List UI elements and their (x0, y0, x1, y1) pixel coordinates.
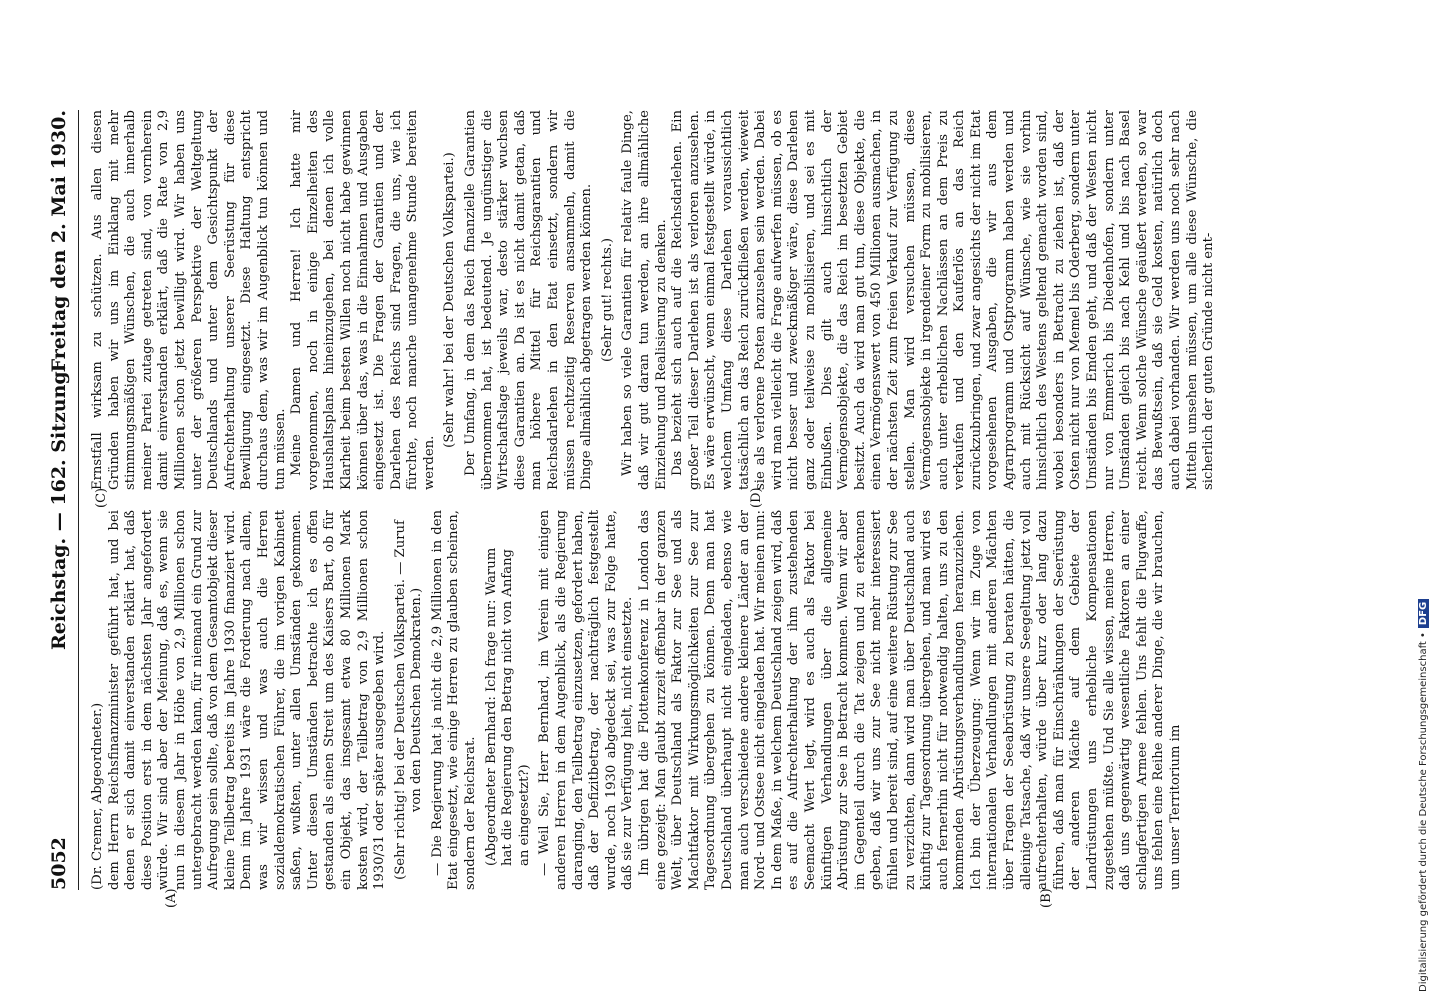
credit-text: Digitalisierung gefördert durch die Deutsche Forschungsgemeinschaft • (1418, 632, 1429, 992)
page-header (44, 110, 79, 890)
paragraph: (Sehr wahr! bei der Deutschen Volkspartei.) (442, 152, 458, 448)
paragraph: (Sehr richtig! bei der Deutschen Volkspartei. — Zuruf von den Deutschen Demokraten.) (392, 520, 425, 880)
margin-marker-d: (D) (749, 487, 764, 508)
session-date: Freitag den 2. Mai 1930. (48, 110, 70, 373)
paragraph: — Weil Sie, Herr Bernhard, im Verein mit einigen anderen Herren in dem Augenblick, als die Regierung daranging, den Teilbetrag einzusetzen, gefordert haben, daß der Defizitbetrag, der nachträglich festgestellt wurde, noch 1930 abgedeckt sei, was zur Folge hatte, daß sie zur Verfügung hielt, nicht einsetzte. (537, 510, 636, 890)
side-credit (1418, 12, 1432, 992)
paragraph: Wir haben so viele Garantien für relativ faule Dinge, daß wir gut daran tun werden, an ihre allmähliche Einziehung und Realisierung zu denken. (620, 110, 669, 490)
paragraph: Im übrigen hat die Flottenkonferenz in London das eine gezeigt: Man glaubt zurzeit offenbar in der ganzen Welt, über Deutschland als Faktor zur See und als Machtfaktor mit Wirkungsmöglichkeiten zur See zur Tagesordnung übergehen zu können. Denn man hat Deutschland überhaupt nicht eingeladen, ebenso wie man auch verschiedene andere kleinere Länder an der Nord- und Ostsee nicht eingeladen hat. Wir meinen nun: In dem Maße, in welchem Deutschland zeigen wird, daß es auf die Aufrechterhaltung der ihm zustehenden Seemacht Wert legt, wird es auch als Faktor bei künftigen Verhandlungen über die allgemeine Abrüstung zur See in Betracht kommen. Wenn wir aber im Gegenteil durch die Tat zeigen und zu erkennen geben, daß wir uns zur See nicht mehr interessiert fühlen und bereit sind, auf eine weitere Rüstung zur See zu verzichten, dann wird man über Deutschland auch künftig zur Tagesordnung übergehen, und man wird es auch fernerhin nicht für notwendig halten, uns zu den kommenden Abrüstungsverhandlungen heranzuziehen. Ich bin der Überzeugung: Wenn wir im Zuge von internationalen Verhandlungen mit anderen Mächten über Fragen der Seeabrüstung zu beraten hätten, die alleinige Tatsache, daß wir unsere Seegeltung jetzt voll aufrechterhalten, würde über kurz oder lang dazu führen, daß man für Einschränkungen der Seerüstung der anderen Mächte auf dem Gebiete der Landrüstungen uns erhebliche Kompensationen zugestehen müßte. Und Sie alle wissen, meine Herren, daß uns gegenwärtig wesentliche Faktoren an einer schlagfertigen Armee fehlen. Uns fehlt die Flugwaffe, uns fehlen eine Reihe anderer Dinge, die wir brauchen, um unser Territorium im (637, 510, 1183, 890)
dfg-logo: DFG (1418, 599, 1429, 628)
margin-marker-c: (C) (94, 487, 109, 508)
paragraph: Der Umfang, in dem das Reich finanzielle Garantien übernommen hat, ist bedeutend. Je ungünstiger die Wirtschaftslage jeweils war, desto stärker wuchsen diese Garantien an. Da ist es nicht damit getan, daß man höhere Mittel für Reichsgarantien und Reichsdarlehen in den Etat einsetzt, sondern wir müssen rechtzeitig Reserven ansammeln, damit die Dinge allmählich abgetragen werden können. (463, 110, 595, 490)
paragraph: (Abgeordneter Bernhard: Ich frage nur: Warum hat die Regierung den Betrag nicht von Anfang an eingesetzt?) (483, 547, 532, 866)
session-title: Reichstag. — 162. Sitzung. (48, 364, 70, 650)
page-number: 5052 (48, 837, 70, 890)
margin-marker-a: (A) (164, 888, 179, 908)
paragraph: Ernstfall wirksam zu schützen. Aus allen diesen Gründen haben wir uns im Einklang mit mehr stimmungsmäßigen Wünschen, die auch innerhalb meiner Partei zutage getreten sind, von vornherein damit einverstanden erklärt, daß die Rate von 2,9 Millionen schon jetzt bewilligt wird. Wir haben uns unter der größeren Perspektive der Weltgeltung Deutschlands und unter dem Gesichtspunkt der Aufrechterhaltung unserer Seerüstung für diese Bewilligung eingesetzt. Diese Haltung entspricht durchaus dem, was wir im Augenblick tun können und tun müssen. (90, 110, 288, 490)
rotated-document-page (34, 90, 1374, 910)
left-text-column (90, 510, 1360, 890)
margin-marker-b: (B) (1039, 888, 1054, 908)
paragraph: dem Herrn Reichsfinanzminister geführt hat, und bei denen er sich damit einverstanden erklärt hat, daß diese Position erst in dem nächsten Jahr angefordert würde. Wir sind aber der Meinung, daß es, wenn sie nun in diesem Jahr in Höhe von 2,9 Millionen schon untergebracht werden kann, für niemand ein Grund zur Aufregung sein sollte, daß von dem Gesamtobjekt dieser kleine Teilbetrag bereits im Jahre 1930 finanziert wird. Denn im Jahre 1931 wäre die Forderung nach allem, was wir wissen und was auch die Herren sozialdemokratischen Führer, die im vorigen Kabinett saßen, wußten, unter allen Umständen gekommen. Unter diesen Umständen betrachte ich es offen gestanden als einen Streit um des Kaisers Bart, ob für ein Objekt, das insgesamt etwa 80 Millionen Mark kosten wird, der Teilbetrag von 2,9 Millionen schon 1930/31 oder später ausgegeben wird. (106, 510, 388, 890)
paragraph: (Dr. Cremer, Abgeordneter.) (90, 702, 105, 890)
right-text-column (90, 110, 1360, 490)
paragraph: (Sehr gut! rechts.) (599, 237, 615, 363)
paragraph: — Die Regierung hat ja nicht die 2,9 Millionen in den Etat eingesetzt, wie einige Herren zu glauben scheinen, sondern der Reichsrat. (429, 510, 479, 890)
paragraph: Meine Damen und Herren! Ich hatte mir vorgenommen, noch in einige Einzelheiten des Haushaltsplans hineinzugehen, bei denen ich volle Klarheit beim besten Willen noch nicht habe gewinnen können über das, was in die Einnahmen und Ausgaben eingesetzt ist. Die Fragen der Garantien und der Darlehen des Reichs sind Fragen, die uns, wie ich fürchte, noch manche unangenehme Stunde bereiten werden. (289, 110, 437, 490)
paragraph: Das bezieht sich auch auf die Reichsdarlehen. Ein großer Teil dieser Darlehen ist als verloren anzusehen. Es wäre erwünscht, wenn einmal festgestellt würde, in welchem Umfang diese Darlehen voraussichtlich tatsächlich an das Reich zurückfließen werden, wieweit sie als verlorene Posten anzusehen sein werden. Dabei wird man vielleicht die Frage aufwerfen müssen, ob es nicht besser und zweckmäßiger wäre, diese Darlehen ganz oder teilweise zu mobilisieren, und sei es mit Einbußen. Dies gilt auch hinsichtlich der Vermögensobjekte, die das Reich im besetzten Gebiet besitzt. Auch da wird man gut tun, diese Objekte, die einen Vermögenswert von 450 Millionen ausmachen, in der nächsten Zeit zum freien Verkauf zur Verfügung zu stellen. Man wird versuchen müssen, diese Vermögensobjekte in irgendeiner Form zu mobilisieren, auch unter erheblichen Nachlässen an dem Preis zu verkaufen und den Kauferlös an das Reich zurückzubringen, und zwar angesichts der nicht im Etat vorgesehenen Ausgaben, die wir aus dem Agrarprogramm und Ostprogramm haben werden und auch mit Rücksicht auf Wünsche, wie sie vorhin hinsichtlich des Westens geltend gemacht worden sind, wobei besonders in Betracht zu ziehen ist, daß der Osten nicht nur von Memel bis Oderberg, sondern unter Umständen bis Emden geht, und daß der Westen nicht nur von Emmerich bis Diedenhofen, sondern unter Umständen gleich bis nach Kehl und bis nach Basel reicht. Wenn solche Wünsche geäußert werden, so war das Bewußtsein, daß sie Geld kosten, natürlich doch auch dabei vorhanden. Wir werden uns noch sehr nach Mitteln umsehen müssen, um alle diese Wünsche, die sicherlich der guten Gründe nicht ent- (670, 110, 1217, 490)
